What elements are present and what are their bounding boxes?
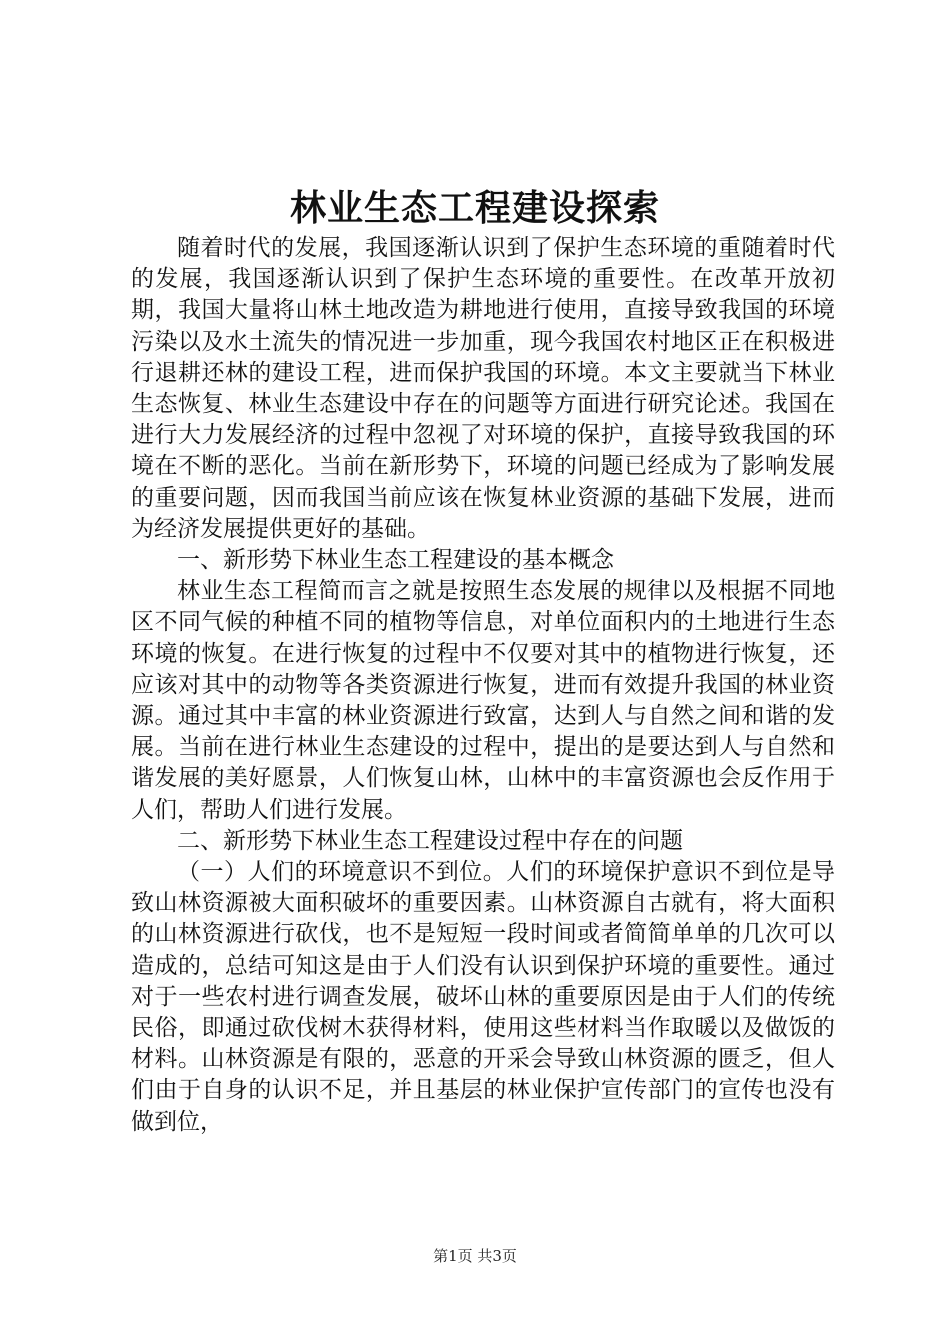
paragraph-intro: 随着时代的发展，我国逐渐认识到了保护生态环境的重随着时代的发展，我国逐渐认识到了保护生态环境的重要性。在改革开放初期，我国大量将山林土地改造为耕地进行使用，直接导致我国的环境污染以及水土流失的情况进一步加重，现今我国农村地区正在积极进行退耕还林的建设工程，进而保护我国的环境。本文主要就当下林业生态恢复、林业生态建设中存在的问题等方面进行研究论述。我国在进行大力发展经济的过程中忽视了对环境的保护，直接导致我国的环境在不断的恶化。当前在新形势下，环境的问题已经成为了影响发展的重要问题，因而我国当前应该在恢复林业资源的基础下发展，进而为经济发展提供更好的基础。	[131, 235, 835, 542]
section-heading-2: 二、新形势下林业生态工程建设过程中存在的问题	[177, 827, 683, 854]
paragraph-section-1: 林业生态工程简而言之就是按照生态发展的规律以及根据不同地区不同气候的种植不同的植物等信息，对单位面积内的土地进行生态环境的恢复。在进行恢复的过程中不仅要对其中的植物进行恢复，还应该对其中的动物等各类资源进行恢复，进而有效提升我国的林业资源。通过其中丰富的林业资源进行致富，达到人与自然之间和谐的发展。当前在进行林业生态建设的过程中，提出的是要达到人与自然和谐发展的美好愿景，人们恢复山林，山林中的丰富资源也会反作用于人们，帮助人们进行发展。	[131, 578, 835, 823]
paragraph-section-2-1: （一）人们的环境意识不到位。人们的环境保护意识不到位是导致山林资源被大面积破坏的重要因素。山林资源自古就有，将大面积的山林资源进行砍伐，也不是短短一段时间或者简简单单的几次可以造成的，总结可知这是由于人们没有认识到保护环境的重要性。通过对于一些农村进行调查发展，破坏山林的重要原因是由于人们的传统民俗，即通过砍伐树木获得材料，使用这些材料当作取暖以及做饭的材料。山林资源是有限的，恶意的开采会导致山林资源的匮乏，但人们由于自身的认识不足，并且基层的林业保护宣传部门的宣传也没有做到位，	[131, 859, 835, 1135]
document-body	[131, 233, 835, 1138]
page-footer: 第1页 共3页	[433, 1247, 517, 1265]
document-title: 林业生态工程建设探索	[289, 187, 660, 229]
section-heading-1: 一、新形势下林业生态工程建设的基本概念	[177, 547, 614, 574]
